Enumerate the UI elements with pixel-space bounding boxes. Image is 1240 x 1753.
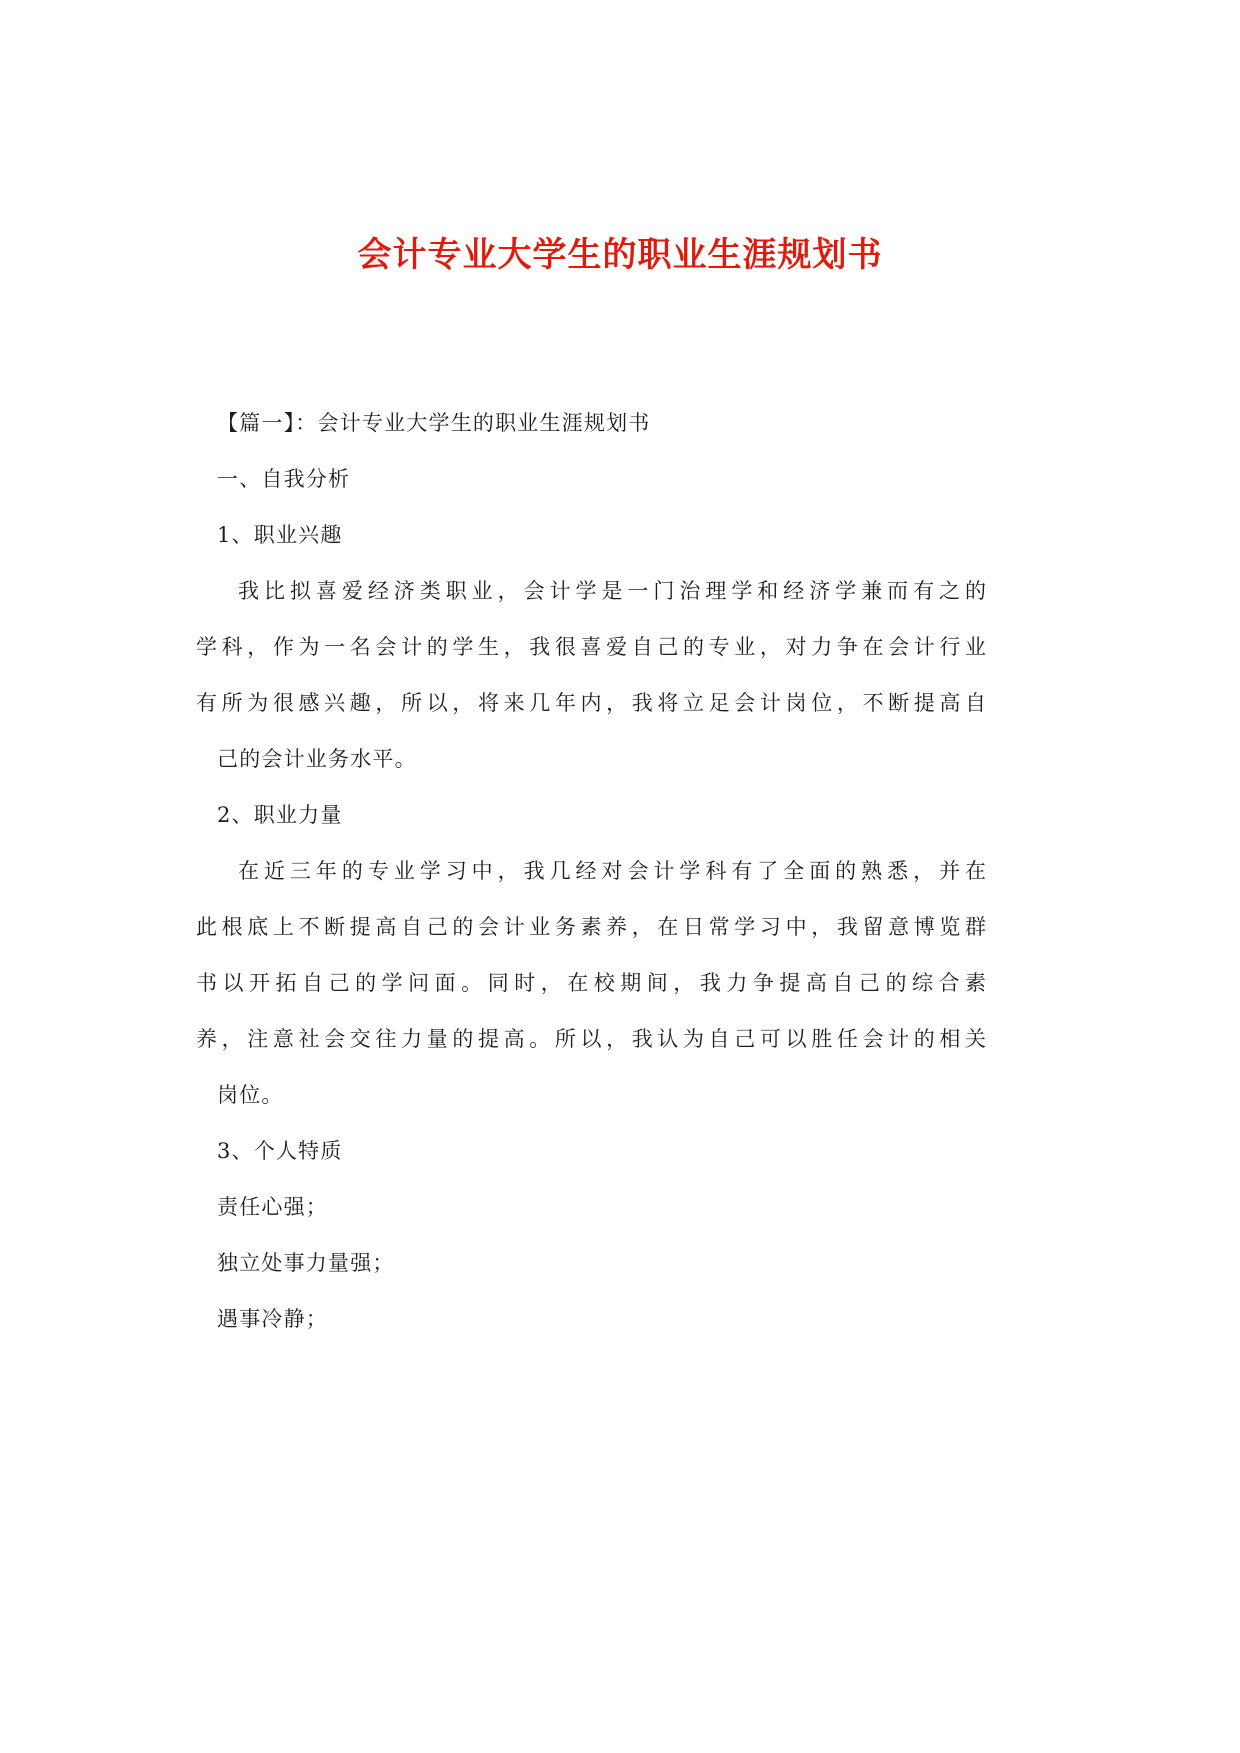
document-line: 己的会计业务水平。 (217, 747, 417, 771)
document-line: 遇事冷静； (217, 1307, 328, 1331)
document-line: 责任心强； (217, 1195, 328, 1219)
document-line: 岗位。 (217, 1083, 284, 1107)
document-line: 书以开拓自己的学问面。同时，在校期间，我力争提高自己的综合素 (196, 971, 986, 995)
document-line: 在近三年的专业学习中，我几经对会计学科有了全面的熟悉，并在 (238, 859, 986, 883)
document-line: 我比拟喜爱经济类职业，会计学是一门治理学和经济学兼而有之的 (238, 579, 986, 603)
document-line: 一、自我分析 (217, 467, 351, 491)
document-line: 3、个人特质 (217, 1139, 343, 1163)
page-title: 会计专业大学生的职业生涯规划书 (357, 235, 883, 275)
document-line: 学科，作为一名会计的学生，我很喜爱自己的专业，对力争在会计行业 (196, 635, 986, 659)
document-line: 1、职业兴趣 (217, 523, 343, 547)
document-line: 【篇一】：会计专业大学生的职业生涯规划书 (217, 411, 651, 435)
document-line: 独立处事力量强； (217, 1251, 395, 1275)
document-line: 2、职业力量 (217, 803, 343, 827)
document-body (196, 395, 986, 1347)
document-line: 养，注意社会交往力量的提高。所以，我认为自己可以胜任会计的相关 (196, 1027, 986, 1051)
document-line: 有所为很感兴趣，所以，将来几年内，我将立足会计岗位，不断提高自 (196, 691, 986, 715)
document-line: 此根底上不断提高自己的会计业务素养，在日常学习中，我留意博览群 (196, 915, 986, 939)
